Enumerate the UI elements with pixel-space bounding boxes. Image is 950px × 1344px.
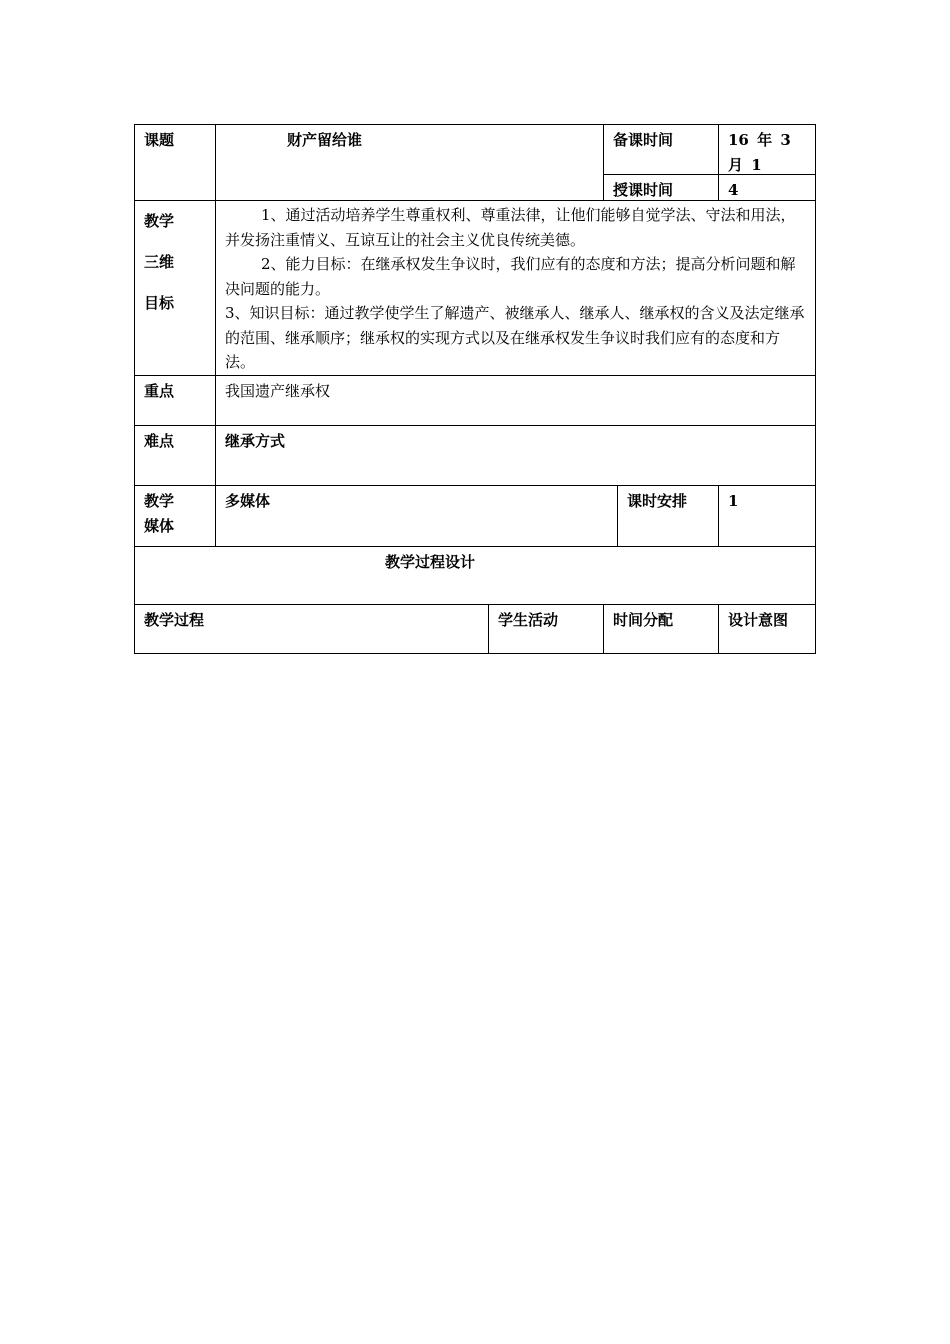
objectives-label-line: 教学 [144,212,175,230]
topic-label: 课题 [144,131,175,149]
key-point-label: 重点 [144,382,175,400]
hours-value: 1 [728,492,739,510]
objective-item: 1、通过活动培养学生尊重权利、尊重法律，让他们能够自觉学法、守法和用法，并发扬注重情义、互谅互让的社会主义优良传统美德。 [225,206,796,249]
teach-time-value: 4 [728,181,739,199]
objectives-label-line: 三维 [144,253,175,271]
process-column-header: 教学过程 [144,611,205,629]
objectives-content [216,201,815,378]
process-title: 教学过程设计 [384,553,475,571]
media-value: 多媒体 [225,492,271,510]
hours-label: 课时安排 [627,492,688,510]
key-point-value: 我国遗产继承权 [225,382,331,400]
prep-time-value: 16 年 3 月 1 [728,131,791,174]
prep-time-label: 备课时间 [613,131,674,149]
topic-value: 财产留给谁 [287,131,363,149]
objective-item: 2、能力目标：在继承权发生争议时，我们应有的态度和方法；提高分析问题和解决问题的能力。 [225,255,796,298]
process-column-header: 设计意图 [728,611,789,629]
media-label [135,486,215,542]
objectives-label-line: 目标 [144,294,175,312]
teach-time-label: 授课时间 [613,181,674,199]
difficulty-value: 继承方式 [225,432,286,450]
objective-item: 3、知识目标：通过教学使学生了解遗产、被继承人、继承人、继承权的含义及法定继承的范围、继承顺序；继承权的实现方式以及在继承权发生争议时我们应有的态度和方法。 [225,304,805,371]
process-column-header: 学生活动 [498,611,559,629]
objectives-label [135,201,215,327]
process-column-header: 时间分配 [613,611,674,629]
media-label-line: 媒体 [144,517,175,535]
difficulty-label: 难点 [144,432,175,450]
table-border-right [815,124,816,654]
table-border-bottom [134,653,816,654]
media-label-line: 教学 [144,492,175,510]
